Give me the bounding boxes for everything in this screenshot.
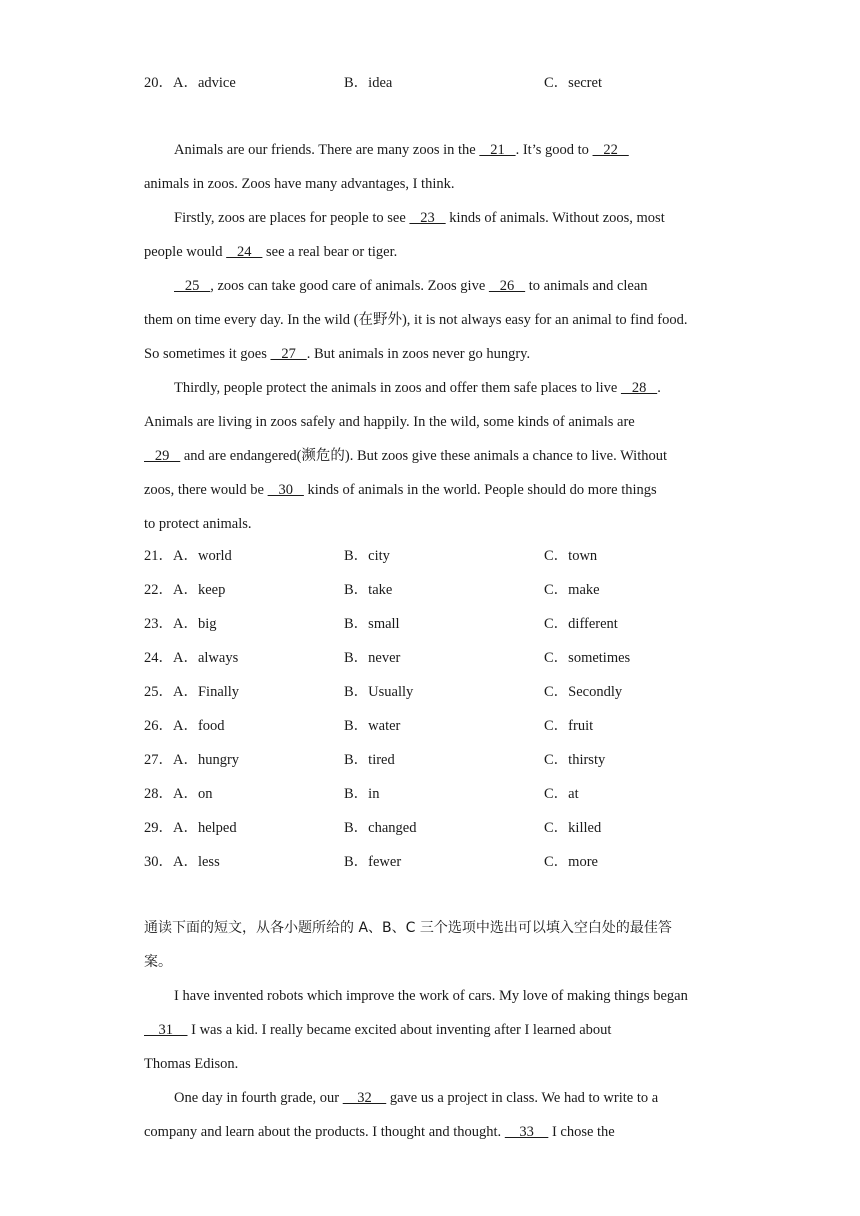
passage-line: Thirdly, people protect the animals in zoos and offer them safe places to live 28 . [174,380,661,396]
option-c: C．different [544,616,618,632]
passage-line: to protect animals. [144,516,252,532]
passage-line: 25 , zoos can take good care of animals. Zoos give 26 to animals and clean [174,278,648,294]
option-b: B．idea [344,75,393,91]
option-b: B．take [344,582,393,598]
option-a: 29．A．helped [144,820,237,836]
option-a: 26．A．food [144,718,225,734]
option-b: B．tired [344,752,395,768]
blank-28: 28 [620,380,658,396]
instruction-line: 通读下面的短文，从各小题所给的 A、B、C 三个选项中选出可以填入空白处的最佳答 [144,920,672,936]
blank-29: 29 [144,448,181,464]
option-b: B．small [344,616,400,632]
option-c: C．town [544,548,598,564]
option-a: 30．A．less [144,854,220,870]
passage-line: 29 and are endangered(濒危的). But zoos give these animals a chance to live. Without [144,448,668,464]
option-c: C．thirsty [544,752,606,768]
passage-line: people would 24 see a real bear or tiger. [144,244,398,260]
question-22-options [0,579,860,601]
passage-line: I have invented robots which improve the work of cars. My love of making things began [174,988,688,1004]
option-a: 23．A．big [144,616,217,632]
passage-line: animals in zoos. Zoos have many advantages, I think. [144,176,455,192]
option-a: 25．A．Finally [144,684,240,700]
passage-line: them on time every day. In the wild (在野外), it is not always easy for an animal to find food. [144,312,688,328]
option-b: B．water [344,718,401,734]
passage-line: company and learn about the products. I thought and thought. 33 I chose the [144,1124,615,1140]
blank-31: 31 [144,1022,188,1038]
option-a: 21．A．world [144,548,232,564]
option-b: B．city [344,548,390,564]
option-b: B．fewer [344,854,402,870]
passage-line: Firstly, zoos are places for people to see 23 kinds of animals. Without zoos, most [174,210,665,226]
option-c: C．sometimes [544,650,631,666]
option-a: 27．A．hungry [144,752,240,768]
blank-26: 26 [488,278,526,294]
blank-25: 25 [174,278,211,294]
option-a: 20．A．advice [144,75,236,91]
option-b: B．changed [344,820,417,836]
option-b: B．in [344,786,380,802]
blank-22: 22 [592,142,629,158]
option-c: C．at [544,786,579,802]
question-29-options [0,817,860,839]
question-25-options [0,681,860,703]
option-c: C．Secondly [544,684,623,700]
option-a: 28．A．on [144,786,213,802]
option-c: C．fruit [544,718,594,734]
question-24-options [0,647,860,669]
option-c: C．killed [544,820,602,836]
passage-line: One day in fourth grade, our 32 gave us a project in class. We had to write to a [174,1090,659,1106]
passage-line: Animals are living in zoos safely and happily. In the wild, some kinds of animals are [144,414,635,430]
blank-30: 30 [267,482,304,498]
blank-23: 23 [409,210,446,226]
blank-32: 32 [342,1090,387,1106]
option-a: 24．A．always [144,650,239,666]
blank-21: 21 [479,142,516,158]
blank-33: 33 [504,1124,549,1140]
blank-27: 27 [270,346,307,362]
option-b: B．never [344,650,401,666]
passage-inventor [144,979,719,1149]
question-27-options [0,749,860,771]
option-a: 22．A．keep [144,582,226,598]
option-b: B．Usually [344,684,414,700]
question-26-options [0,715,860,737]
section-instruction [144,911,719,979]
passage-zoos [144,133,719,541]
passage-line: So sometimes it goes 27 . But animals in zoos never go hungry. [144,346,531,362]
question-23-options [0,613,860,635]
instruction-line: 案。 [144,954,172,970]
question-21-options [0,545,860,567]
question-20-options [0,72,860,94]
question-28-options [0,783,860,805]
option-c: C．more [544,854,598,870]
option-c: C．secret [544,75,602,91]
passage-line: Thomas Edison. [144,1056,239,1072]
passage-line: Animals are our friends. There are many zoos in the 21 . It’s good to 22 [174,142,629,158]
question-30-options [0,851,860,873]
blank-24: 24 [226,244,263,260]
passage-line: zoos, there would be 30 kinds of animals in the world. People should do more things [144,482,657,498]
option-c: C．make [544,582,600,598]
passage-line: 31 I was a kid. I really became excited about inventing after I learned about [144,1022,612,1038]
